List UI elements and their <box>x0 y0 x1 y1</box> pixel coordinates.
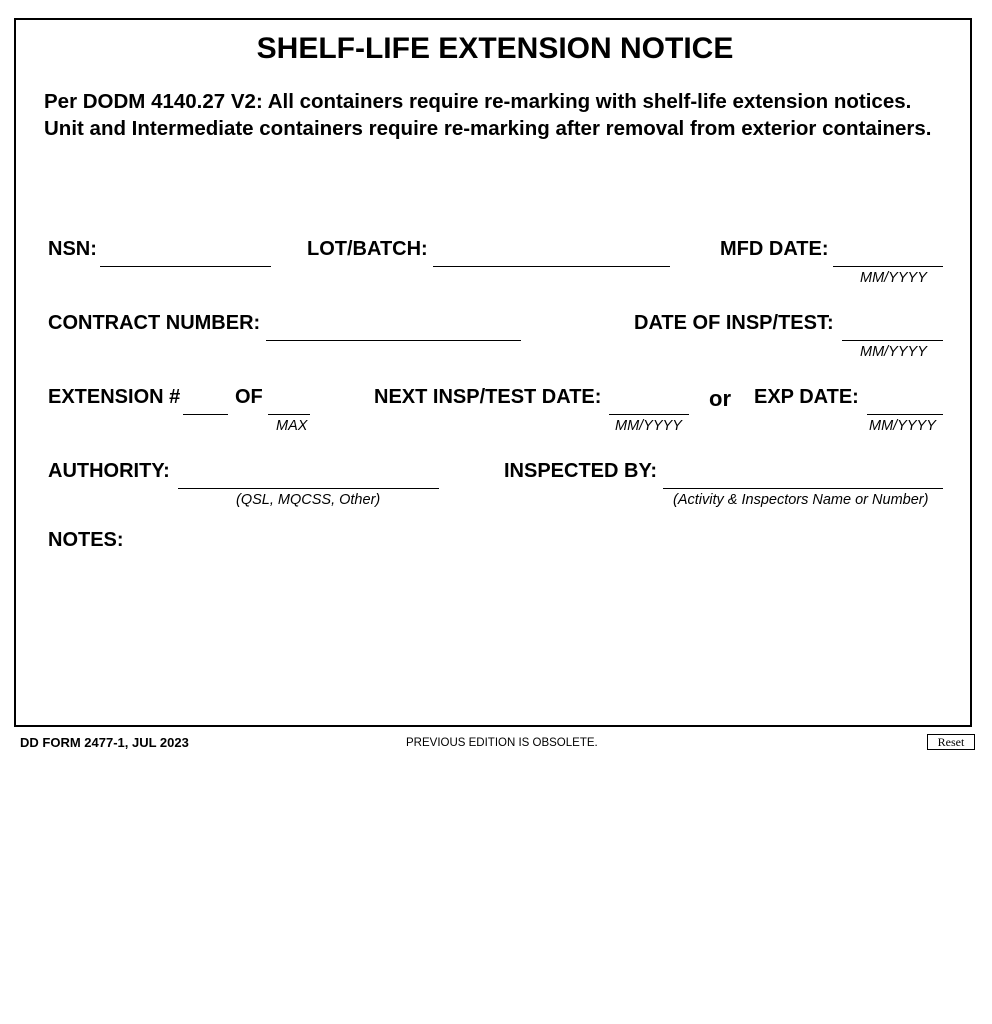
edition-note: PREVIOUS EDITION IS OBSOLETE. <box>406 737 598 749</box>
next-insp-label: NEXT INSP/TEST DATE: <box>374 386 602 408</box>
lot-batch-label: LOT/BATCH: <box>307 238 428 260</box>
of-max-field[interactable] <box>268 392 310 415</box>
mfd-date-field[interactable] <box>833 244 943 267</box>
or-text: or <box>709 386 731 411</box>
inspected-by-hint: (Activity & Inspectors Name or Number) <box>673 492 929 508</box>
date-of-insp-label: DATE OF INSP/TEST: <box>634 312 834 334</box>
contract-number-label: CONTRACT NUMBER: <box>48 312 261 334</box>
notes-label: NOTES: <box>48 529 124 551</box>
form-title: SHELF-LIFE EXTENSION NOTICE <box>256 32 734 65</box>
date-of-insp-hint: MM/YYYY <box>860 344 927 360</box>
inspected-by-label: INSPECTED BY: <box>504 460 657 482</box>
notes-field[interactable] <box>48 556 943 716</box>
authority-hint: (QSL, MQCSS, Other) <box>236 492 381 508</box>
exp-date-field[interactable] <box>867 392 943 415</box>
of-max-hint: MAX <box>276 418 308 434</box>
date-of-insp-field[interactable] <box>842 318 943 341</box>
nsn-label: NSN: <box>48 238 97 260</box>
mfd-date-hint: MM/YYYY <box>860 270 927 286</box>
exp-date-hint: MM/YYYY <box>869 418 936 434</box>
form-id: DD FORM 2477-1, JUL 2023 <box>20 735 189 750</box>
of-label: OF <box>235 386 263 408</box>
authority-field[interactable] <box>178 466 439 489</box>
authority-label: AUTHORITY: <box>48 460 170 482</box>
nsn-field[interactable] <box>100 244 271 267</box>
lot-batch-field[interactable] <box>433 244 670 267</box>
inspected-by-field[interactable] <box>663 466 943 489</box>
extension-field[interactable] <box>183 392 228 415</box>
reset-button[interactable]: Reset <box>927 734 975 750</box>
exp-date-label: EXP DATE: <box>754 386 859 408</box>
mfd-date-label: MFD DATE: <box>720 238 829 260</box>
shelf-life-form <box>14 18 972 727</box>
extension-label: EXTENSION # <box>48 386 181 408</box>
intro-text: Per DODM 4140.27 V2: All containers require re-marking with shelf-life extension notices. Unit and Intermediate containers require re-marking after removal from exterior containers. <box>44 90 932 140</box>
next-insp-hint: MM/YYYY <box>615 418 682 434</box>
contract-number-field[interactable] <box>266 318 521 341</box>
next-insp-field[interactable] <box>609 392 689 415</box>
